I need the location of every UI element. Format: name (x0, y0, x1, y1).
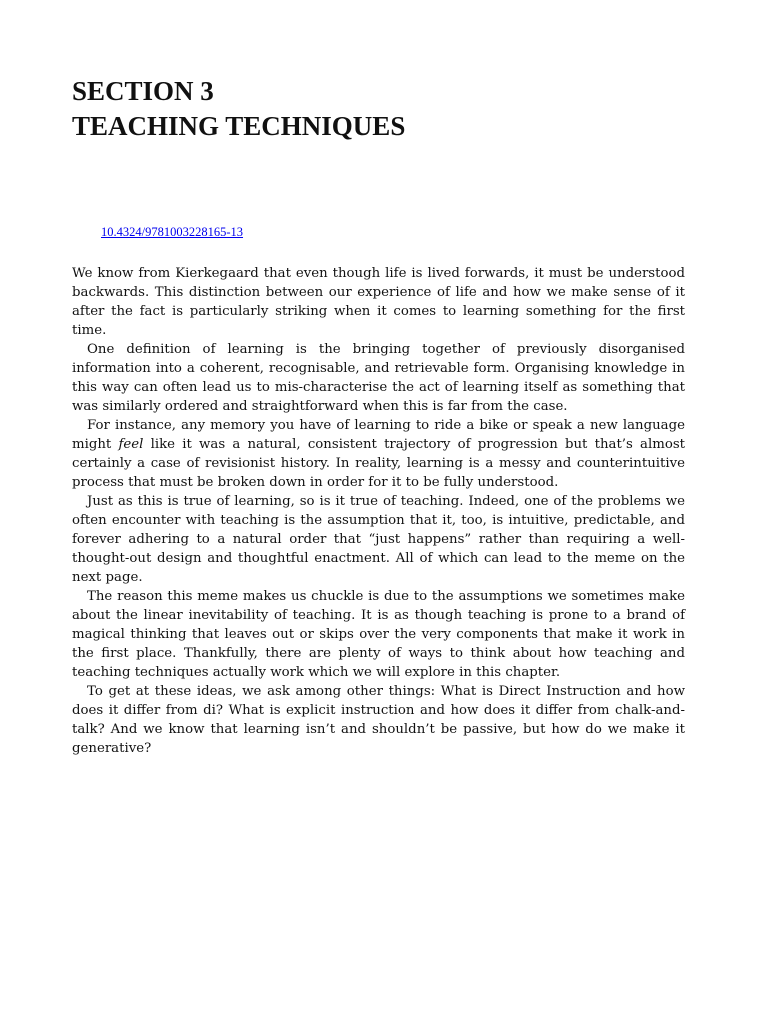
paragraph-6: To get at these ideas, we ask among other things: What is Direct Instruction and how does it differ from di? What is explicit instruction and how does it differ from chalk-and-talk? And we know that learning isn’t and shouldn’t be passive, but how do we make it generative? (72, 684, 685, 756)
emphasis-feel: feel (118, 437, 144, 452)
paragraph-5: The reason this meme makes us chuckle is due to the assumptions we sometimes make about the linear inevitability of teaching. It is as though teaching is prone to a brand of magical thinking that leaves out or skips over the very components that make it work in the first place. Thankfully, there are plenty of ways to think about how teaching and teaching techniques actually work which we will explore in this chapter. (72, 589, 685, 680)
section-label: SECTION 3 (72, 76, 214, 106)
paragraph-4: Just as this is true of learning, so is it true of teaching. Indeed, one of the problems we often encounter with teaching is the assumption that it, too, is intuitive, predictable, and forever adhering to a natural order that “just happens” rather than requiring a well-thought-out design and thoughtful enactment. All of which can lead to the meme on the next page. (72, 494, 685, 585)
section-heading (72, 74, 405, 144)
body-text (72, 264, 685, 758)
paragraph-1: We know from Kierkegaard that even though life is lived forwards, it must be understood backwards. This distinction between our experience of life and how we make sense of it after the fact is particularly striking when it comes to learning something for the first time. (72, 266, 685, 338)
paragraph-3-end: like it was a natural, consistent trajectory of progression but that’s almost certainly a case of revisionist history. In reality, learning is a messy and counterintuitive process that must be broken down in order for it to be fully understood. (72, 437, 685, 490)
paragraph-3 (72, 416, 685, 492)
doi-link[interactable]: 10.4324/9781003228165-13 (101, 225, 244, 239)
paragraph-2: One definition of learning is the bringing together of previously disorganised information into a coherent, recognisable, and retrievable form. Organising knowledge in this way can often lead us to mis-characterise the act of learning itself as something that was similarly ordered and straightforward when this is far from the case. (72, 342, 685, 414)
paragraph-3-start: For instance, any memory you have of learning to ride a bike or speak a new language might (72, 418, 685, 452)
section-title: TEACHING TECHNIQUES (72, 111, 406, 141)
